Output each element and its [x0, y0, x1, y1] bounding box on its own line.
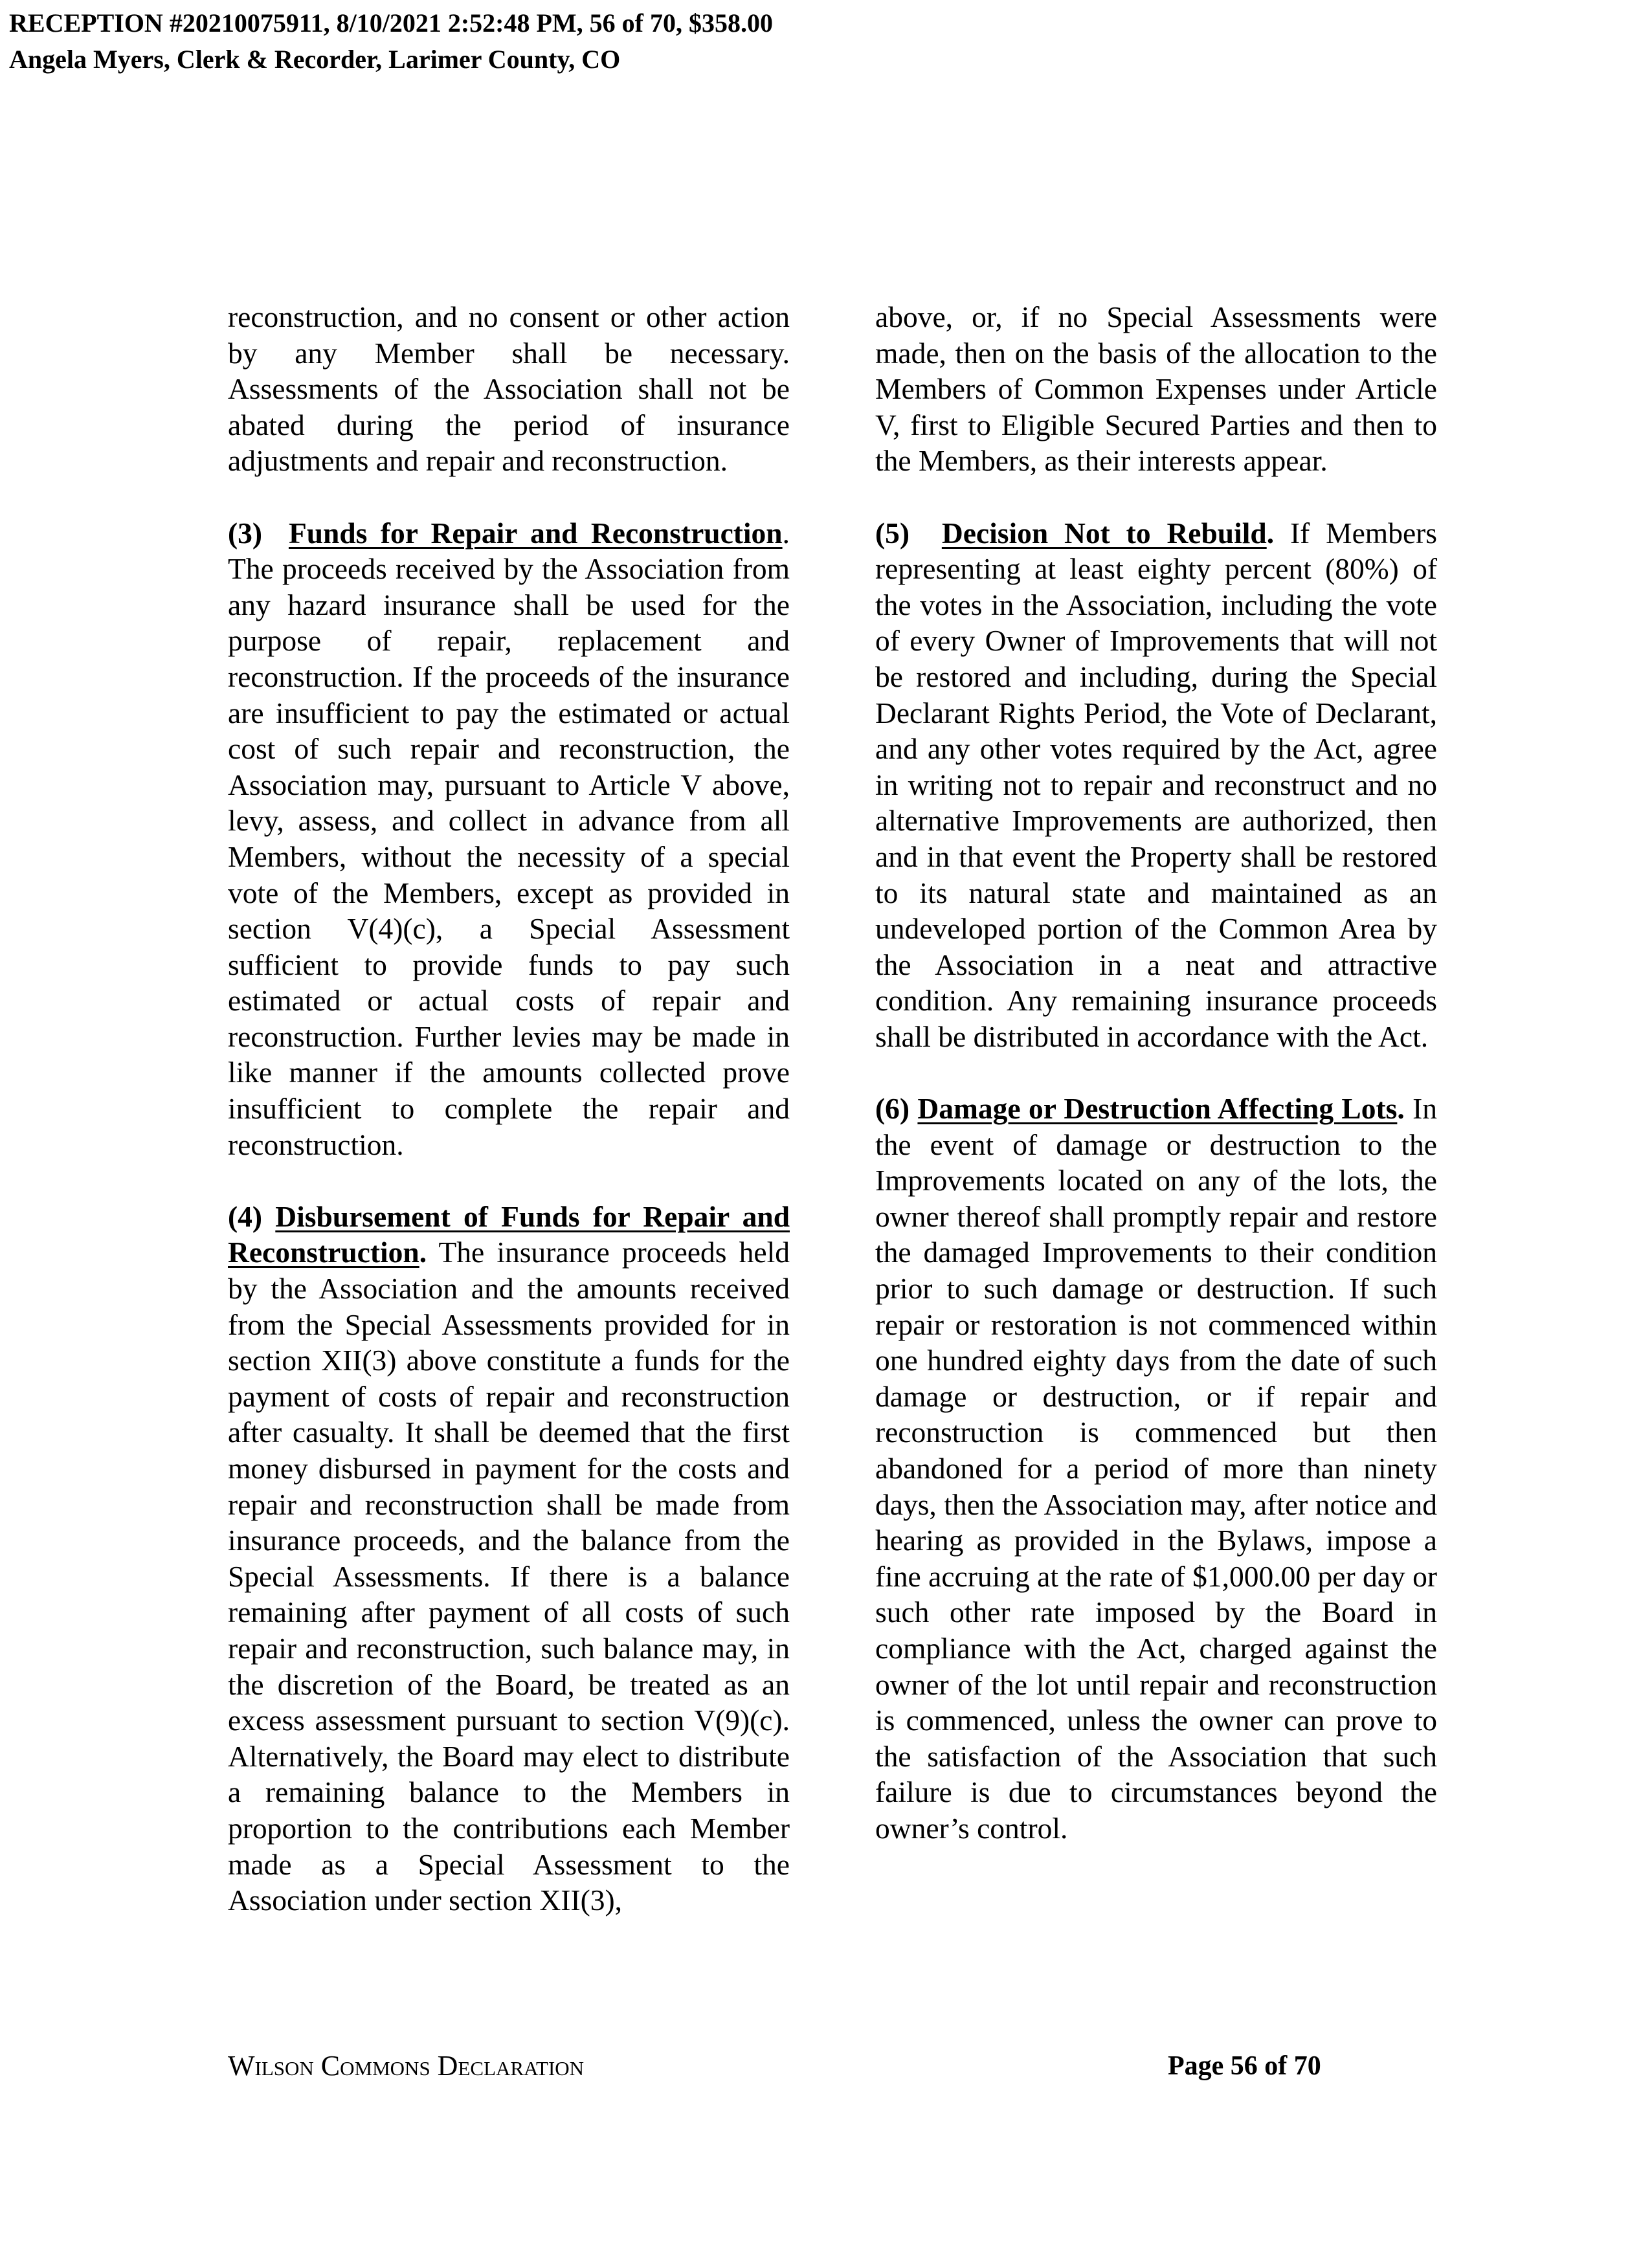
section-4-paragraph — [228, 1199, 790, 1918]
section-5-title: Decision Not to Rebuild — [941, 516, 1267, 550]
section-6-punct: . — [1397, 1092, 1405, 1126]
section-3-paragraph — [228, 515, 790, 1163]
section-6-paragraph — [875, 1091, 1437, 1846]
section-4-body: The insurance proceeds held by the Association and the amounts received from the Special Assessments provided for in section XII(3) above constitute a funds for the payment of costs of repair and reconstruction after casualty. It shall be deemed that the first money disbursed in payment for the costs and repair and reconstruction shall be made from insurance proceeds, and the balance from the Special Assessments. If there is a balance remaining after payment of all costs of such repair and reconstruction, such balance may, in the discretion of the Board, be treated as an excess assessment pursuant to section V(9)(c). Alternatively, the Board may elect to distribute a remaining balance to the Members in proportion to the contributions each Member made as a Special Assessment to the Association under section XII(3), — [228, 1236, 790, 1917]
section-5-number: (5) — [875, 516, 910, 550]
reception-line: RECEPTION #20210075911, 8/10/2021 2:52:48 PM, 56 of 70, $358.00 — [9, 8, 773, 38]
section-3-heading — [228, 517, 783, 550]
continuation-paragraph-right: above, or, if no Special Assessments were made, then on the basis of the allocation to the Members of Common Expenses under Article V, first to Eligible Secured Parties and then to the Members, as their interests appear. — [875, 300, 1437, 478]
recording-stamp — [9, 5, 773, 78]
section-6-heading — [875, 1092, 1405, 1125]
section-5-paragraph — [875, 515, 1437, 1055]
continuation-paragraph: reconstruction, and no consent or other action by any Member shall be necessary. Assessments of the Association shall not be abated during the period of insurance adjustments and repair and reconstruction. — [228, 300, 790, 478]
section-3-title: Funds for Repair and Reconstruction — [288, 516, 783, 550]
section-4-punct: . — [419, 1236, 427, 1269]
section-5-body: If Members representing at least eighty percent (80%) of the votes in the Association, including the vote of every Owner of Improvements that will not be restored and including, during the Special Declarant Rights Period, the Vote of Declarant, and any other votes required by the Act, agree in writing not to repair and reconstruct and no alternative Improvements are authorized, then and in that event the Property shall be restored to its natural state and maintained as an undeveloped portion of the Common Area by the Association in a neat and attractive condition. Any remaining insurance proceeds shall be distributed in accordance with the Act. — [875, 516, 1438, 1053]
section-6-body: In the event of damage or destruction to the Improvements located on any of the lots, the owner thereof shall promptly repair and restore the damaged Improvements to their condition prior to such damage or destruction. If such repair or restoration is not commenced within one hundred eighty days from the date of such damage or destruction, or if repair and reconstruction is commenced but then abandoned for a period of more than ninety days, then the Association may, after notice and hearing as provided in the Bylaws, impose a fine accruing at the rate of $1,000.00 per day or such other rate imposed by the Board in compliance with the Act, charged against the owner of the lot until repair and reconstruction is commenced, unless the owner can prove to the satisfaction of the Association that such failure is due to circumstances beyond the owner’s control. — [875, 1092, 1438, 1845]
section-3-punct: . — [782, 516, 790, 550]
section-3-number: (3) — [228, 516, 263, 550]
section-6-title: Damage or Destruction Affecting Lots — [917, 1092, 1398, 1126]
section-5-heading — [875, 517, 1274, 550]
footer-document-title: Wilson Commons Declaration — [228, 2050, 585, 2082]
section-5-punct: . — [1266, 516, 1275, 550]
right-column — [875, 299, 1437, 1882]
footer-page-number: Page 56 of 70 — [1168, 2051, 1321, 2081]
section-6-number: (6) — [875, 1092, 910, 1126]
recorder-line: Angela Myers, Clerk & Recorder, Larimer County, CO — [9, 45, 621, 74]
left-column — [228, 299, 790, 1954]
section-4-number: (4) — [228, 1199, 263, 1233]
section-3-body: The proceeds received by the Association from any hazard insurance shall be used for the purpose of repair, replacement and reconstruction. If the proceeds of the insurance are insufficient to pay the estimated or actual cost of such repair and reconstruction, the Association may, pursuant to Article V above, levy, assess, and collect in advance from all Members, without the necessity of a special vote of the Members, except as provided in section V(4)(c), a Special Assessment sufficient to provide funds to pay such estimated or actual costs of repair and reconstruction. Further levies may be made in like manner if the amounts collected prove insufficient to complete the repair and reconstruction. — [228, 552, 790, 1161]
section-4-title: Disbursement of Funds for Repair and Reconstruction — [228, 1199, 790, 1269]
